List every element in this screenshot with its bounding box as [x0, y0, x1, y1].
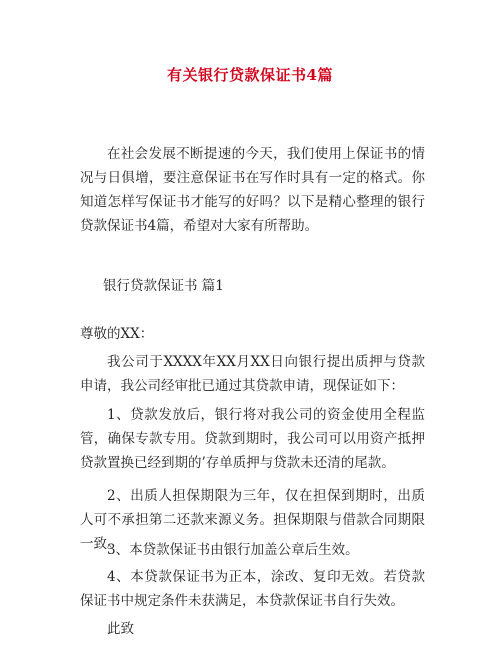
document-title: 有关银行贷款保证书4篇: [167, 66, 333, 84]
body-paragraph-3: 2、出质人担保期限为三年，仅在担保到期时，出质人可不承担第二还款来源义务。担保期限与借款合同期限一致。: [80, 488, 425, 552]
body-paragraph-4: 3、本贷款保证书由银行加盖公章后生效。: [107, 542, 359, 558]
body-paragraph-2: 1、贷款发放后，银行将对我公司的资金使用全程监管，确保专款专用。贷款到期时，我公司可以用资产抵押贷款置换已经到期的’存单质押与贷款未还清的尾款。: [80, 407, 425, 471]
body-paragraph-1: 我公司于XXXX年XX月XX日向银行提出质押与贷款申请，我公司经审批已通过其贷款申请，现保证如下：: [80, 354, 425, 394]
intro-paragraph: 在社会发展不断提速的今天，我们使用上保证书的情况与日俱增，要注意保证书在写作时具有一定的格式。你知道怎样写保证书才能写的好吗？以下是精心整理的银行贷款保证书4篇，希望对大家有所帮助。: [80, 146, 425, 234]
closing-phrase: 此致: [107, 621, 134, 637]
salutation: 尊敬的XX：: [80, 326, 154, 342]
section-heading: 银行贷款保证书 篇1: [103, 278, 224, 294]
body-paragraph-5: 4、本贷款保证书为正本，涂改、复印无效。若贷款保证书中规定条件未获满足，本贷款保证书自行失效。: [80, 569, 425, 609]
